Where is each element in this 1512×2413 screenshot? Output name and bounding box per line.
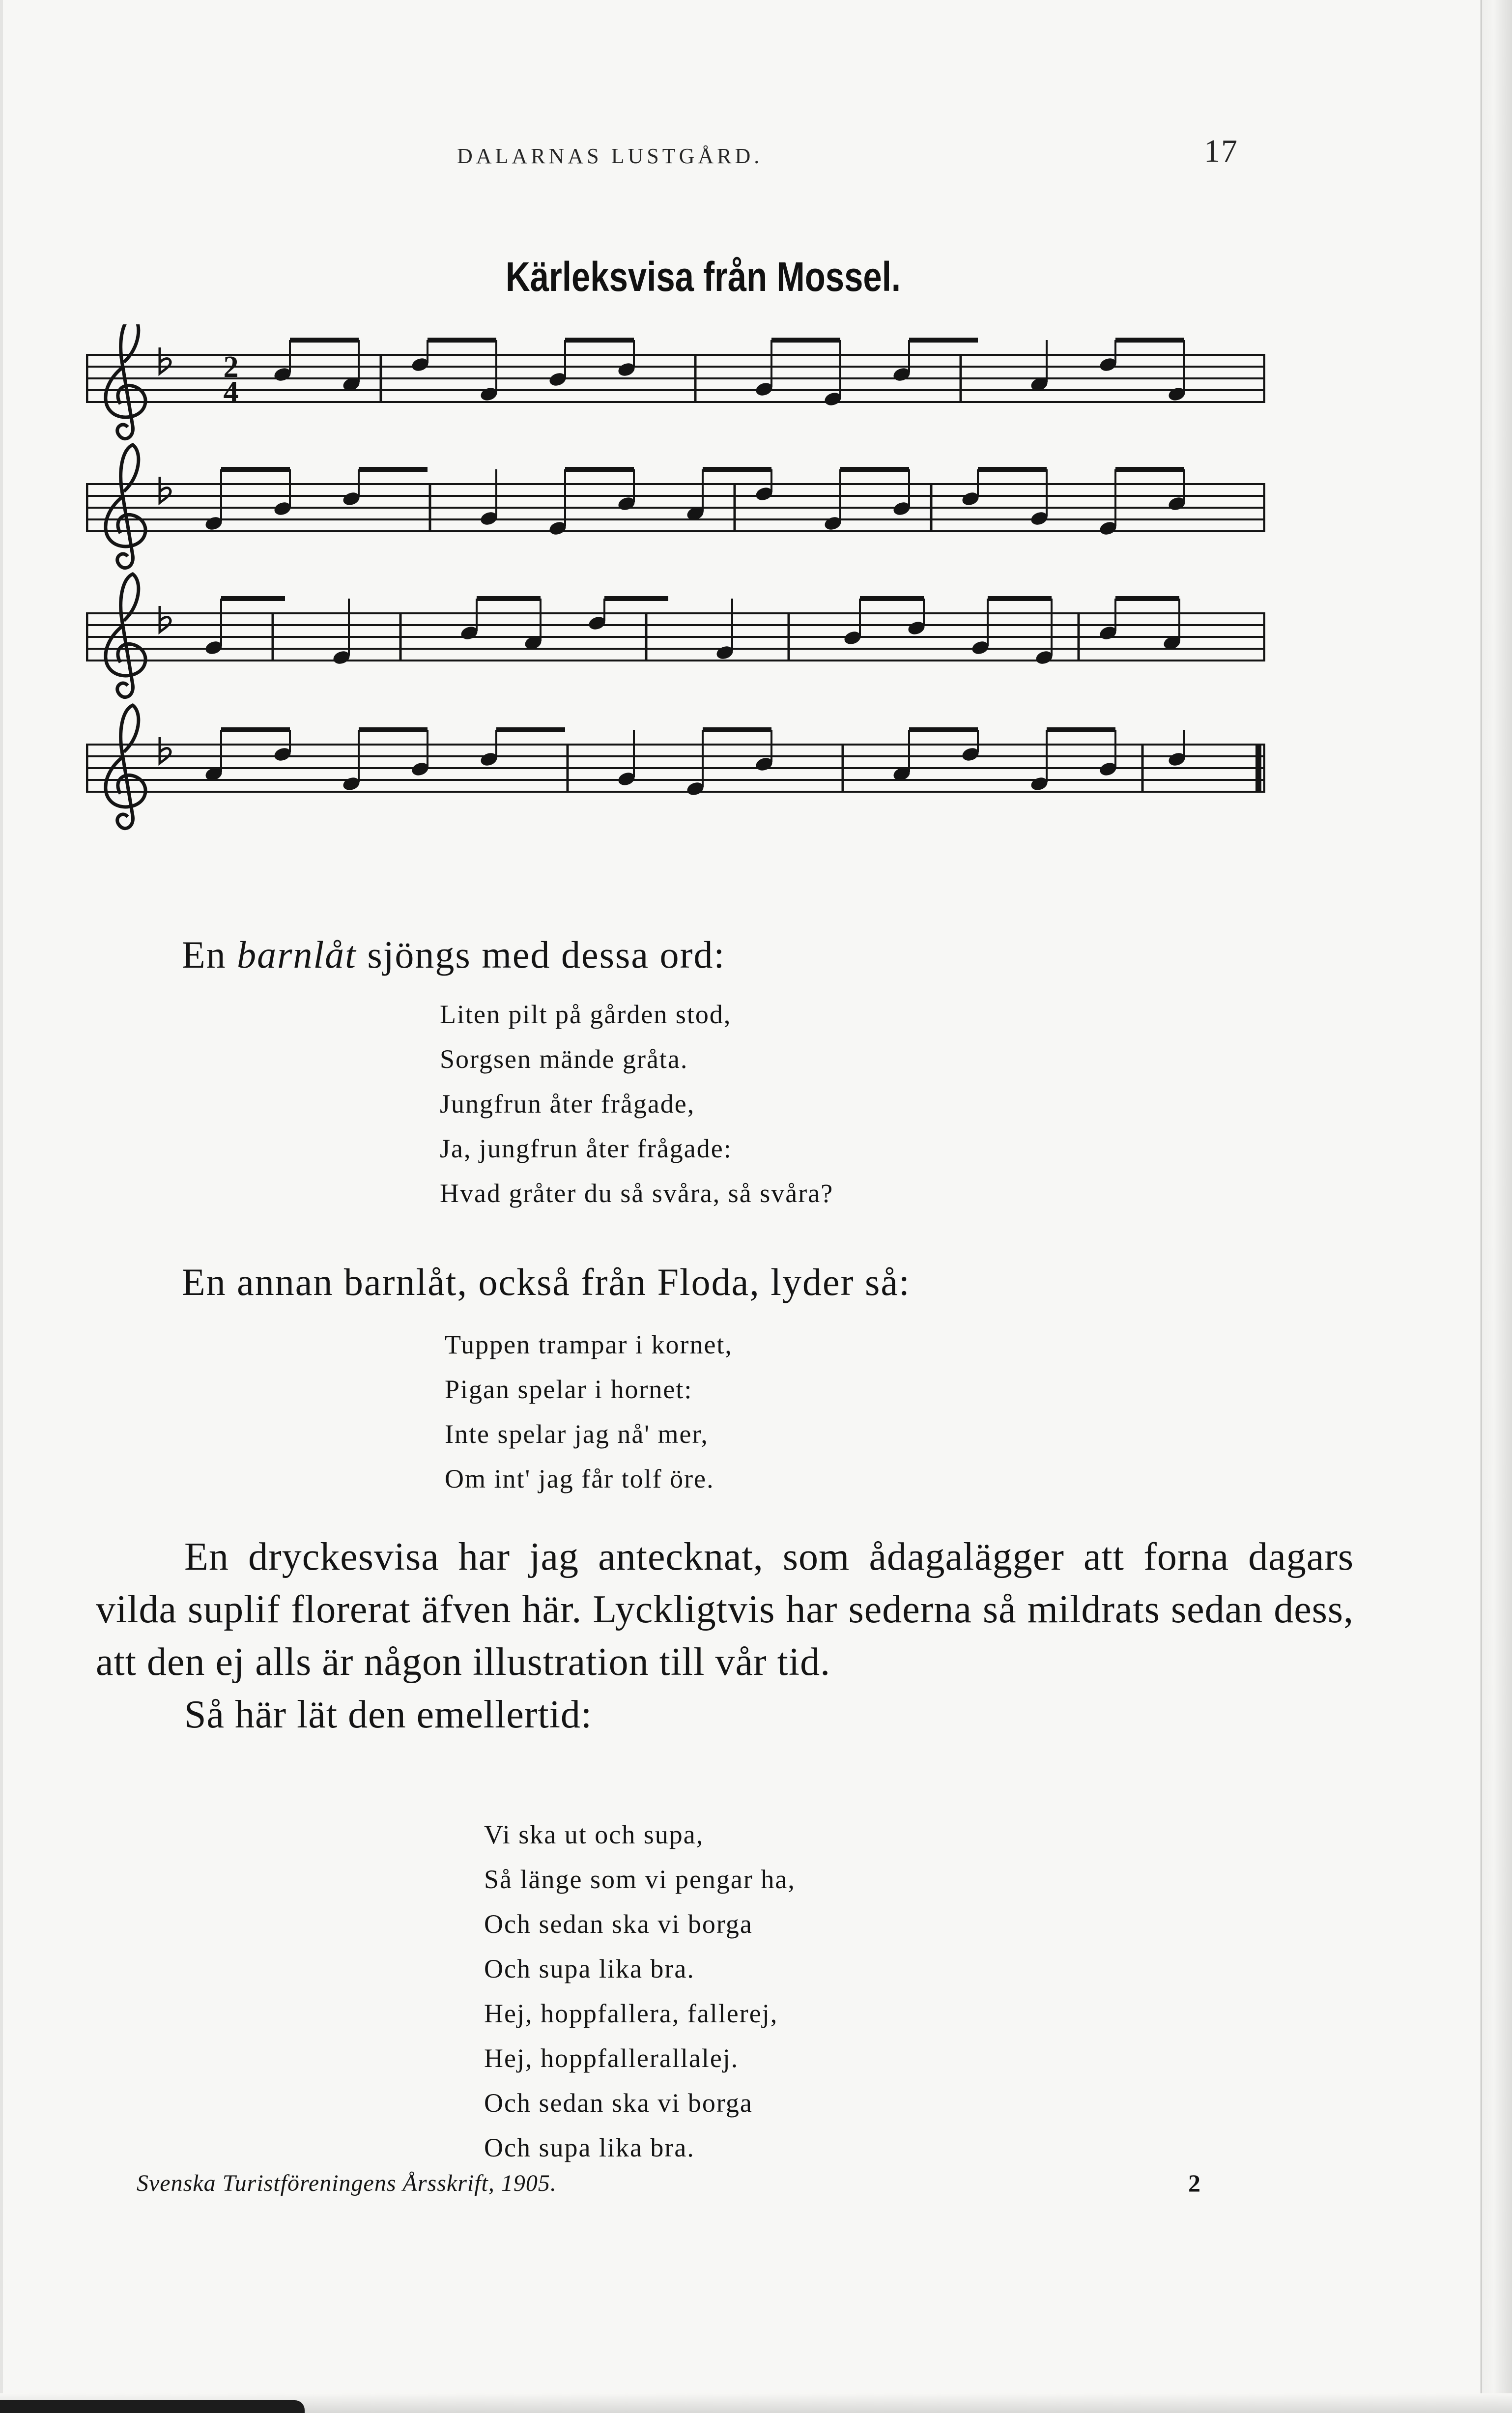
verse-line: Hvad gråter du så svåra, så svåra? [440,1178,834,1208]
section3-paragraph: En dryckesvisa har jag antecknat, som ådagalägger att forna dagars vilda suplif florerat äfven här. Lyckligtvis har sederna så mildrats sedan dess, att den ej alls är någon illustration till vår tid. [96,1535,1354,1684]
section1-intro-emphasis: barnlåt [237,933,357,976]
section2-intro: En annan barnlåt, också från Floda, lyder så: [182,1261,911,1303]
section1-verse [440,992,833,1216]
verse-line: Och sedan ska vi borga [484,2088,753,2118]
flat-icon [160,347,171,373]
treble-clef-icon [106,324,145,439]
staff-system [86,705,1265,829]
time-signature-top: 2 [223,350,239,384]
verse-line: Och supa lika bra. [484,2133,695,2162]
section3-prose [96,1531,1354,1741]
song-title: Kärleksvisa från Mossel. [505,254,901,300]
verse-line: Hej, hoppfallerallalej. [484,2043,739,2073]
footer-source: Svenska Turistföreningens Årsskrift, 1905. [137,2170,557,2196]
staff-system [86,445,1265,568]
footer-signature: 2 [1188,2169,1200,2197]
verse-line: Och sedan ska vi borga [484,1909,753,1939]
scan-bottom-edge [0,2393,1512,2413]
verse-line: Sorgsen mände gråta. [440,1044,688,1074]
verse-line: Hej, hoppfallera, fallerej, [484,1999,778,2028]
section3-verse [484,1812,796,2170]
time-signature-bottom: 4 [223,375,239,409]
scan-right-edge [1481,0,1512,2413]
treble-clef-icon [106,445,145,568]
scan-left-edge [0,0,3,2413]
verse-line: Pigan spelar i hornet: [445,1375,693,1404]
verse-line: Om int' jag får tolf öre. [445,1464,714,1494]
verse-line: Och supa lika bra. [484,1954,695,1983]
flat-icon [160,737,171,763]
staff-system [86,574,1265,697]
verse-line: Så länge som vi pengar ha, [484,1865,796,1894]
treble-clef-icon [106,574,145,697]
scan-bottom-mark [0,2400,305,2413]
section1-intro: En barnlåt sjöngs med dessa ord: [182,933,726,976]
running-head: DALARNAS LUSTGÅRD. [457,144,763,168]
verse-line: Liten pilt på gården stod, [440,1000,732,1029]
verse-line: Inte spelar jag nå' mer, [445,1419,709,1449]
section3-lead: Så här lät den emellertid: [184,1693,593,1736]
verse-line: Ja, jungfrun åter frågade: [440,1134,732,1163]
treble-clef-icon [106,705,145,829]
verse-line: Tuppen trampar i kornet, [445,1330,733,1359]
section2-verse [445,1322,733,1501]
staff-system [86,324,1265,439]
verse-line: Jungfrun åter frågade, [440,1089,695,1119]
flat-icon [160,606,171,632]
verse-line: Vi ska ut och supa, [484,1820,704,1849]
flat-icon [160,477,171,503]
music-score [86,324,1265,894]
page-number: 17 [1204,133,1238,169]
